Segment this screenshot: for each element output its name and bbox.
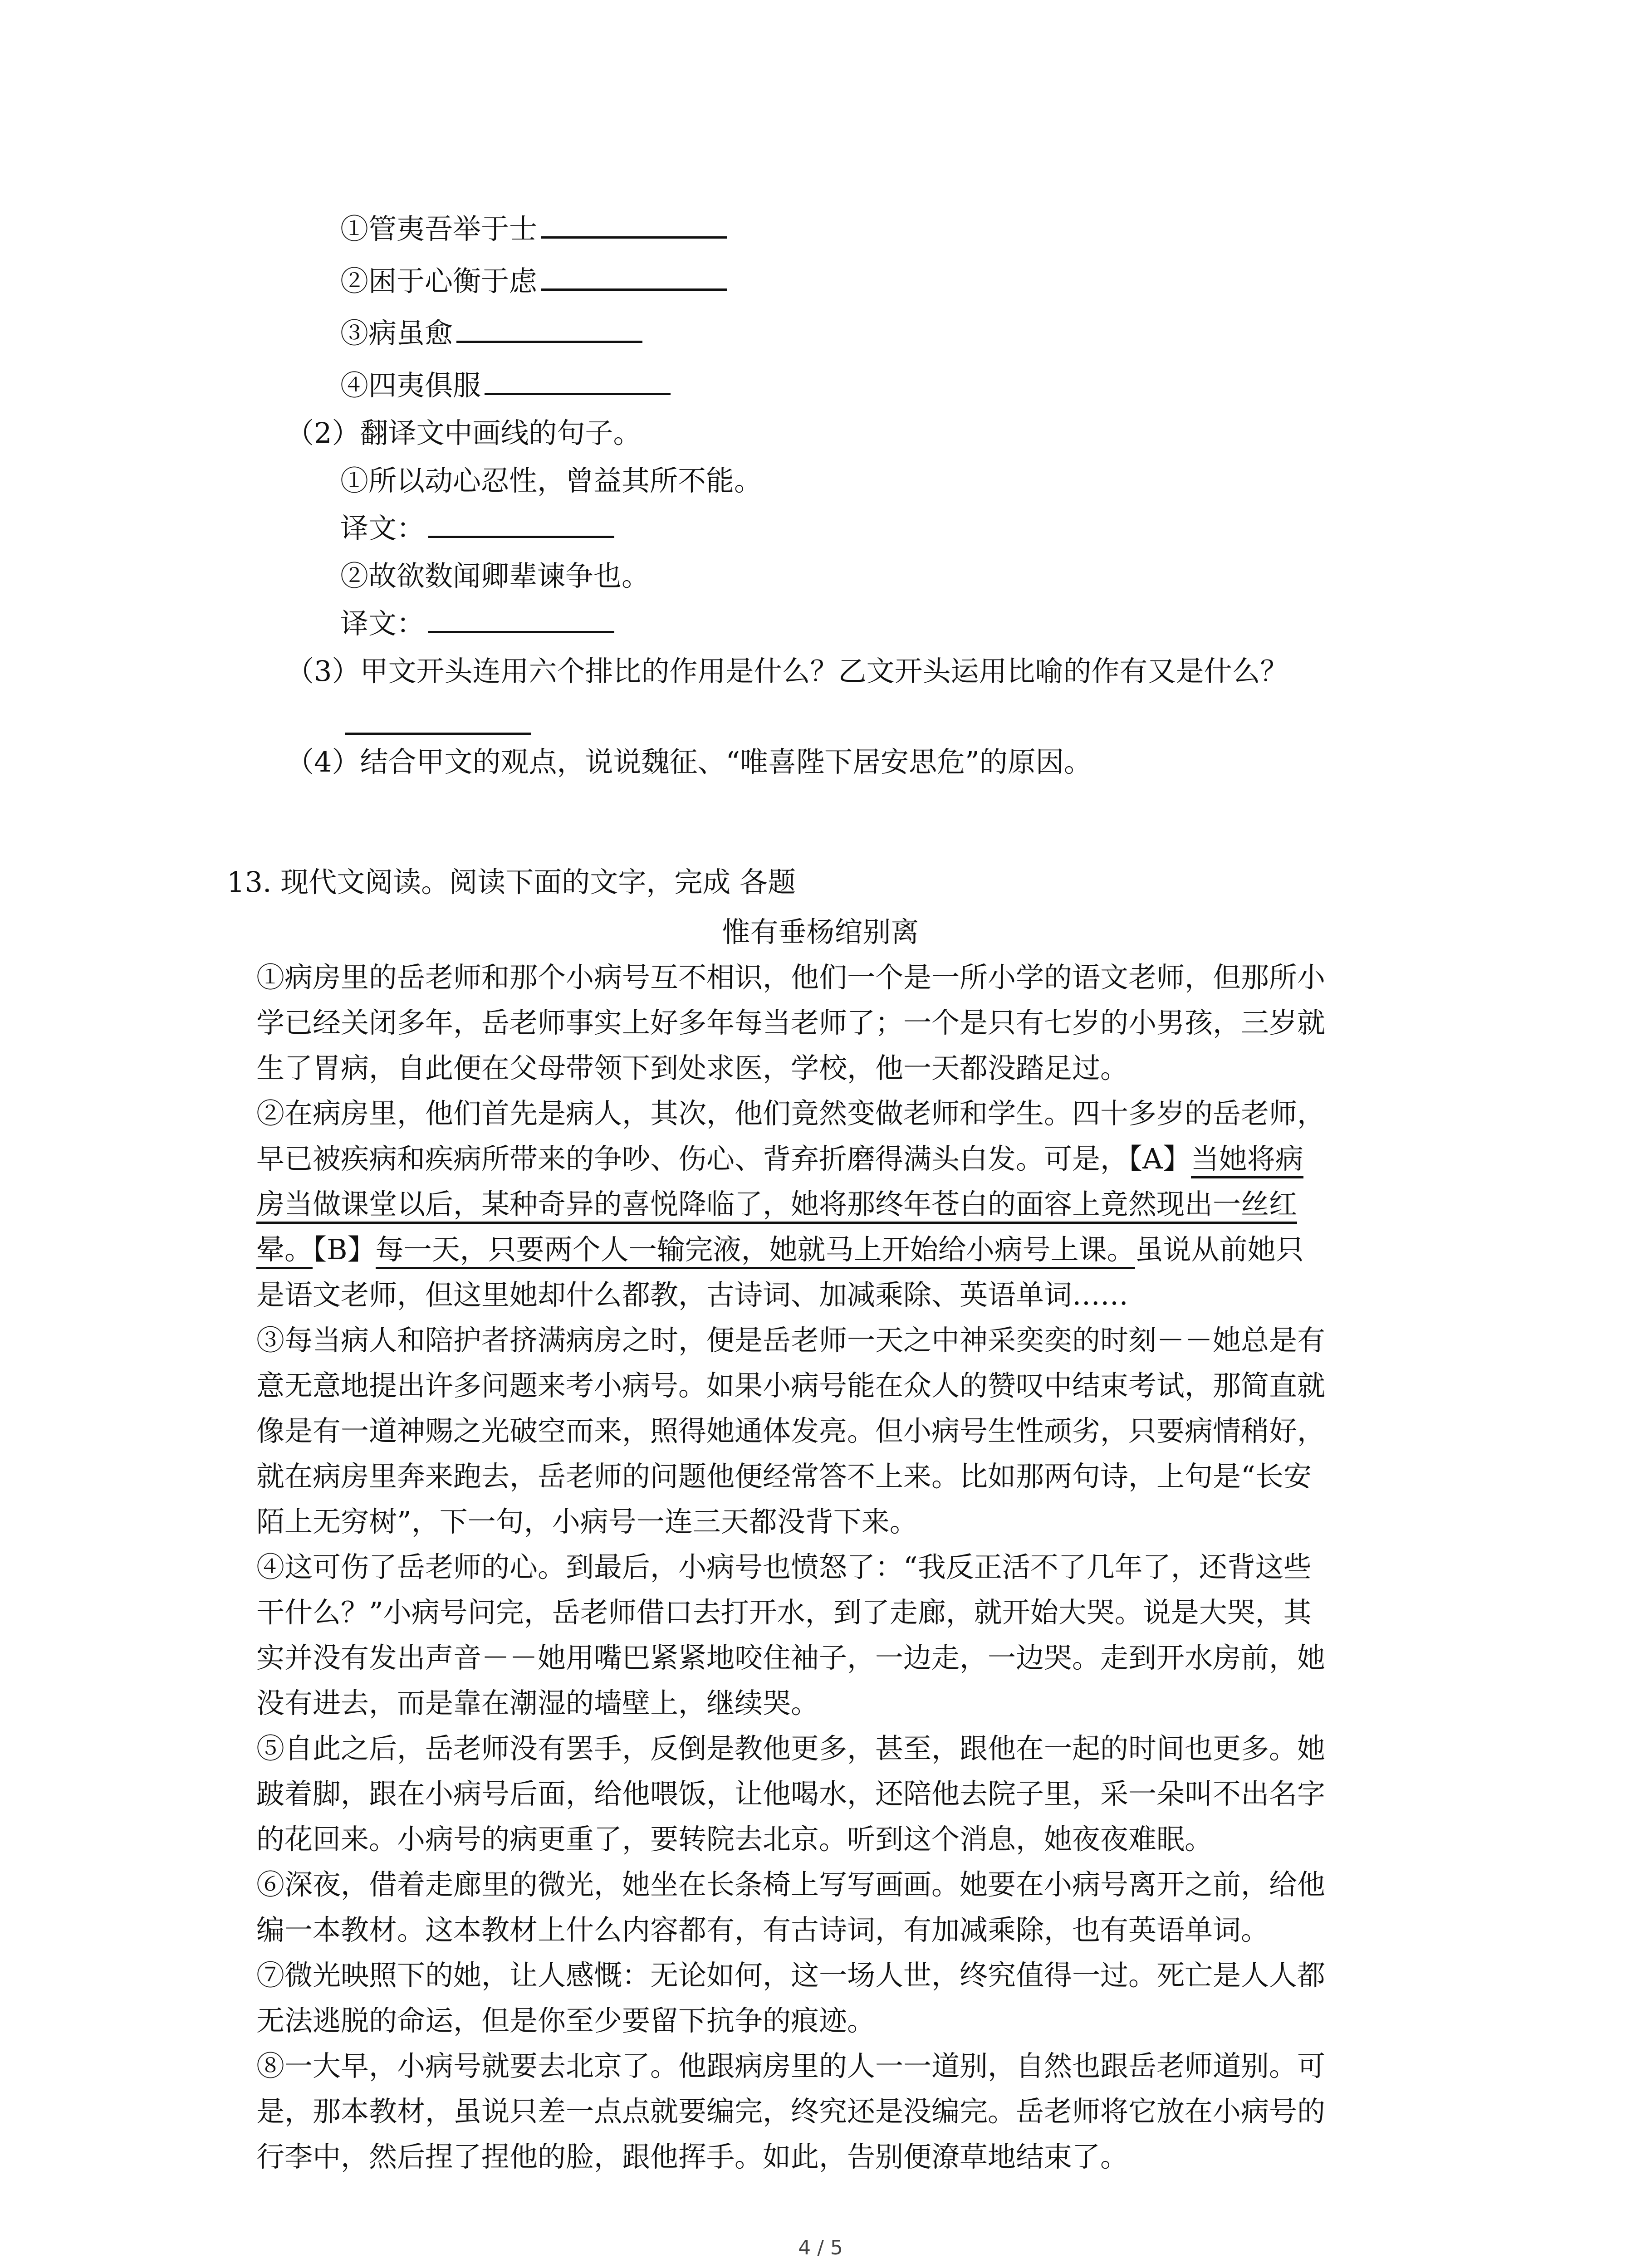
paragraph-line: 学已经关闭多年，岳老师事实上好多年每当老师了；一个是只有七岁的小男孩，三岁就 xyxy=(256,1006,1326,1039)
paragraph-line: 是语文老师，但这里她却什么都教，古诗词、加减乘除、英语单词…… xyxy=(256,1278,1129,1311)
paragraph-line: ②在病房里，他们首先是病人，其次，他们竟然变做老师和学生。四十多岁的岳老师， xyxy=(256,1097,1326,1130)
paragraph-line: 是，那本教材，虽说只差一点点就要编完，终究还是没编完。岳老师将它放在小病号的 xyxy=(256,2095,1326,2128)
marker-a: 【A】 xyxy=(1128,1142,1191,1175)
paragraph-line: ⑦微光映照下的她，让人感慨：无论如何，这一场人世，终究值得一过。死亡是人人都 xyxy=(256,1959,1326,1992)
underlined-sentence-a: 晕。 xyxy=(256,1233,313,1269)
passage-title: 惟有垂杨绾别离 xyxy=(722,915,919,948)
paragraph-line: 早已被疾病和疾病所带来的争吵、伤心、背弃折磨得满头白发。可是，【A】当她将病 xyxy=(256,1136,1409,1182)
meaning-item-3: ③病虽愈 xyxy=(340,311,642,356)
paragraph-line: 陌上无穷树”，下一句，小病号一连三天都没背下来。 xyxy=(256,1505,918,1538)
translation-sentence-1: ①所以动心忍性，曾益其所不能。 xyxy=(340,464,763,497)
paragraph-line: 干什么？”小病号问完，岳老师借口去打开水，到了走廊，就开始大哭。说是大哭，其 xyxy=(256,1596,1312,1629)
paragraph-line: 编一本教材。这本教材上什么内容都有，有古诗词，有加减乘除，也有英语单词。 xyxy=(256,1913,1269,1946)
page-number: 4 / 5 xyxy=(798,2236,843,2259)
paragraph-line: ⑤自此之后，岳老师没有罢手，反倒是教他更多，甚至，跟他在一起的时间也更多。她 xyxy=(256,1732,1326,1765)
paragraph-line: ⑧一大早，小病号就要去北京了。他跟病房里的人一一道别，自然也跟岳老师道别。可 xyxy=(256,2049,1326,2082)
paragraph-line: 晕。【B】每一天，只要两个人一输完液，她就马上开始给小病号上课。虽说从前她只 xyxy=(256,1227,1409,1272)
paragraph-line: 无法逃脱的命运，但是你至少要留下抗争的痕迹。 xyxy=(256,2004,876,2037)
answer-blank[interactable] xyxy=(485,365,671,395)
paragraph-line: 就在病房里奔来跑去，岳老师的问题他便经常答不上来。比如那两句诗，上句是“长安 xyxy=(256,1460,1312,1493)
sub-question-3: （3）甲文开头连用六个排比的作用是什么？乙文开头运用比喻的作有又是什么？ xyxy=(286,655,1288,688)
answer-blank[interactable] xyxy=(541,208,727,239)
translation-blank[interactable] xyxy=(428,603,614,633)
sub-question-4: （4）结合甲文的观点，说说魏征、“唯喜陛下居安思危”的原因。 xyxy=(286,745,1092,778)
answer-blank[interactable] xyxy=(541,260,727,291)
translation-answer-1: 译文： xyxy=(340,506,614,551)
paragraph-line: 生了胃病，自此便在父母带领下到处求医，学校，他一天都没踏足过。 xyxy=(256,1051,1129,1085)
paragraph-line: ⑥深夜，借着走廊里的微光，她坐在长条椅上写写画画。她要在小病号离开之前，给他 xyxy=(256,1868,1326,1901)
answer-blank[interactable] xyxy=(456,313,642,343)
answer-blank[interactable] xyxy=(345,733,531,735)
paragraph-line: ③每当病人和陪护者挤满病房之时，便是岳老师一天之中神采奕奕的时刻－－她总是有 xyxy=(256,1324,1326,1357)
meaning-item-2: ②困于心衡于虑 xyxy=(340,259,727,304)
translation-answer-2: 译文： xyxy=(340,601,614,646)
translation-blank[interactable] xyxy=(428,508,614,538)
paragraph-line: ①病房里的岳老师和那个小病号互不相识，他们一个是一所小学的语文老师，但那所小 xyxy=(256,961,1326,994)
sub-question-2: （2）翻译文中画线的句子。 xyxy=(286,416,642,450)
paragraph-line: 行李中，然后捏了捏他的脸，跟他挥手。如此，告别便潦草地结束了。 xyxy=(256,2140,1129,2173)
paragraph-line: 意无意地提出许多问题来考小病号。如果小病号能在众人的赞叹中结束考试，那简直就 xyxy=(256,1369,1326,1402)
meaning-item-1: ①管夷吾举于士 xyxy=(340,206,727,252)
paragraph-line: 像是有一道神赐之光破空而来，照得她通体发亮。但小病号生性顽劣，只要病情稍好， xyxy=(256,1414,1326,1447)
question-13-heading: 13. 现代文阅读。阅读下面的文字，完成 各题 xyxy=(227,865,796,899)
underlined-sentence-a: 房当做课堂以后，某种奇异的喜悦降临了，她将那终年苍白的面容上竟然现出一丝红 xyxy=(256,1188,1297,1224)
underlined-sentence-b: 每一天，只要两个人一输完液，她就马上开始给小病号上课。 xyxy=(376,1233,1135,1269)
paragraph-line: 实并没有发出声音－－她用嘴巴紧紧地咬住袖子，一边走，一边哭。走到开水房前，她 xyxy=(256,1641,1326,1674)
translation-sentence-2: ②故欲数闻卿辈谏争也。 xyxy=(340,559,650,592)
paragraph-line: 没有进去，而是靠在潮湿的墙壁上，继续哭。 xyxy=(256,1686,819,1720)
underlined-sentence-a: 当她将病 xyxy=(1191,1142,1303,1178)
paragraph-line: 跛着脚，跟在小病号后面，给他喂饭，让他喝水，还陪他去院子里，采一朵叫不出名字 xyxy=(256,1777,1326,1810)
paragraph-line: ④这可伤了岳老师的心。到最后，小病号也愤怒了：“我反正活不了几年了，还背这些 xyxy=(256,1550,1312,1584)
paragraph-line: 的花回来。小病号的病更重了，要转院去北京。听到这个消息，她夜夜难眠。 xyxy=(256,1823,1213,1856)
marker-b: 【B】 xyxy=(313,1233,376,1266)
paragraph-line xyxy=(256,1182,1409,1227)
meaning-item-4: ④四夷俱服 xyxy=(340,363,671,408)
